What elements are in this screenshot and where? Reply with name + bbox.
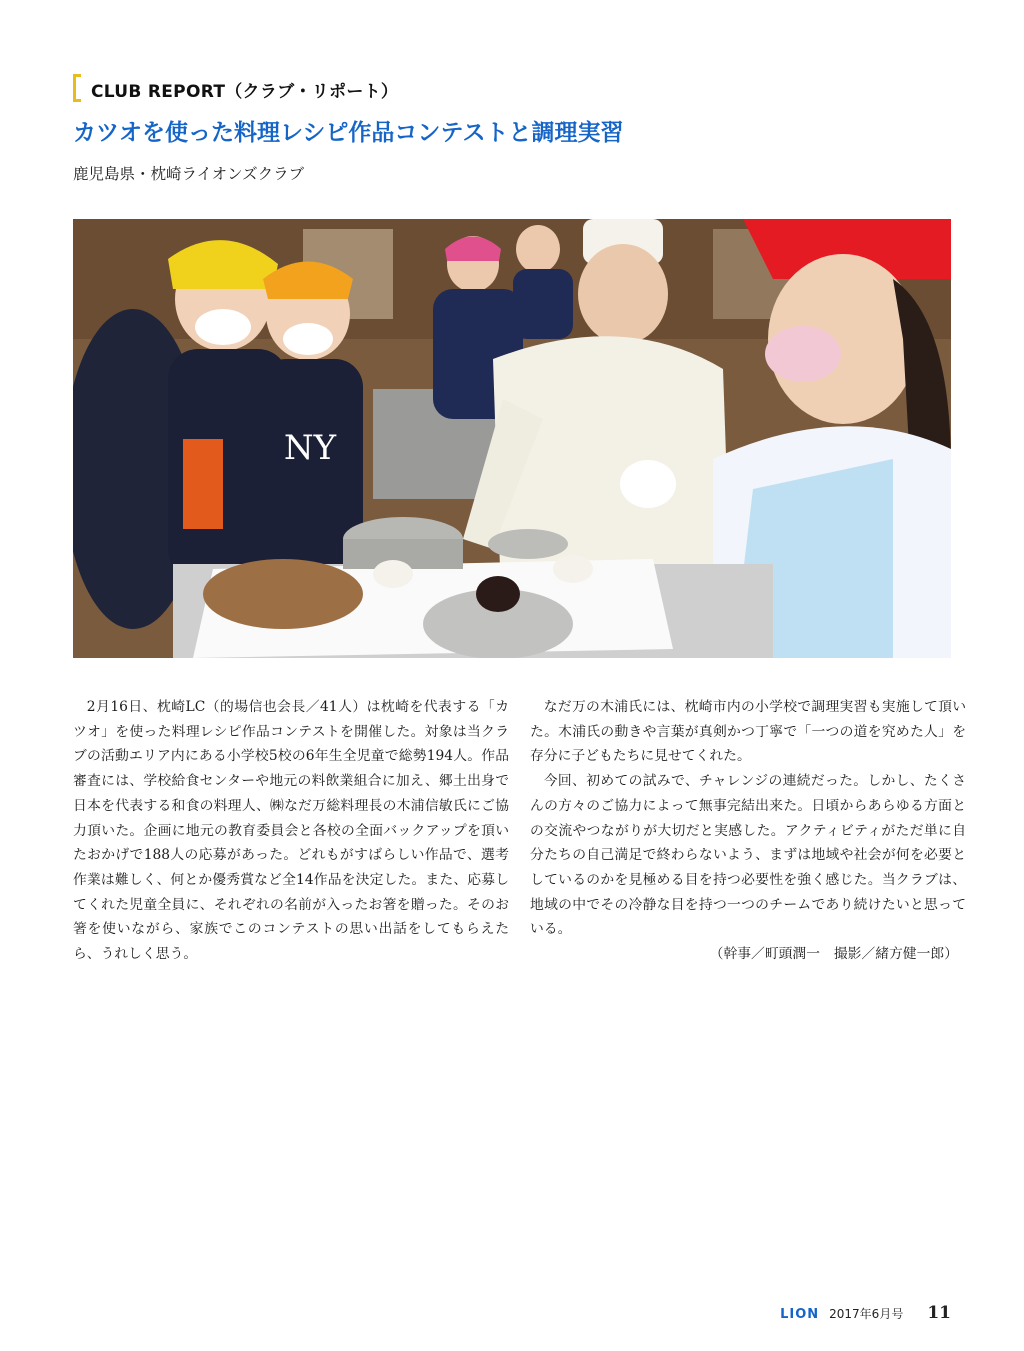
issue-date: 2017年6月号 [829,1307,904,1321]
photo-illustration [73,219,951,658]
svg-text:NY: NY [283,428,337,468]
credit-line: （幹事／町頭潤一 撮影／緒方健一郎） [709,946,958,963]
cooking-class-photo [73,219,951,658]
magazine-name: LION [780,1307,820,1322]
club-name: 鹿児島県・枕崎ライオンズクラブ [73,165,305,183]
paragraph: なだ万の木浦氏には、枕崎市内の小学校で調理実習も実施して頂いた。木浦氏の動きや言葉が真剣かつ丁寧で「一つの道を究めた人」を存分に子どもたちに見せてくれた。 [530,699,966,765]
article-title: カツオを使った料理レシピ作品コンテストと調理実習 [73,120,624,146]
paragraph: 2月16日、枕崎LC（的場信也会長／41人）は枕崎を代表する「カツオ」を使った料理レシピ作品コンテストを開催した。対象は当クラブの活動エリア内にある小学校5校の6年生全児童で総勢194人。作品審査には、学校給食センターや地元の料飲業組合に加え、郷土出身で日本を代表する和食の料理人、㈱なだ万総料理長の木浦信敏氏にご協力頂いた。企画に地元の教育委員会と各校の全面バックアップを頂いたおかげで188人の応募があった。どれもがすばらしい作品で、選考作業は難しく、何とか優秀賞など全14作品を決定した。また、応募してくれた児童全員に、それぞれの名前が入ったお箸を贈った。そのお箸を使いながら、家族でこのコンテストの思い出話をしてもらえたら、うれしく思う。 [73,699,509,963]
article-column-left [73,695,509,967]
section-bracket [73,74,81,102]
page-number: 11 [927,1303,951,1323]
paragraph: 今回、初めての試みで、チャレンジの連続だった。しかし、たくさんの方々のご協力によって無事完結出来た。日頃からあらゆる方面との交流やつながりが大切だと実感した。アクティビティがただ単に自分たちの自己満足で終わらないよう、まずは地域や社会が何を必要としているのかを見極める目を持つ必要性を強く感じた。当クラブは、地域の中でその冷静な目を持つ一つのチームであり続けたいと思っている。 [530,773,966,938]
page-footer [780,1303,951,1327]
section-label: CLUB REPORT（クラブ・リポート） [91,82,399,102]
article-column-right [530,695,966,967]
